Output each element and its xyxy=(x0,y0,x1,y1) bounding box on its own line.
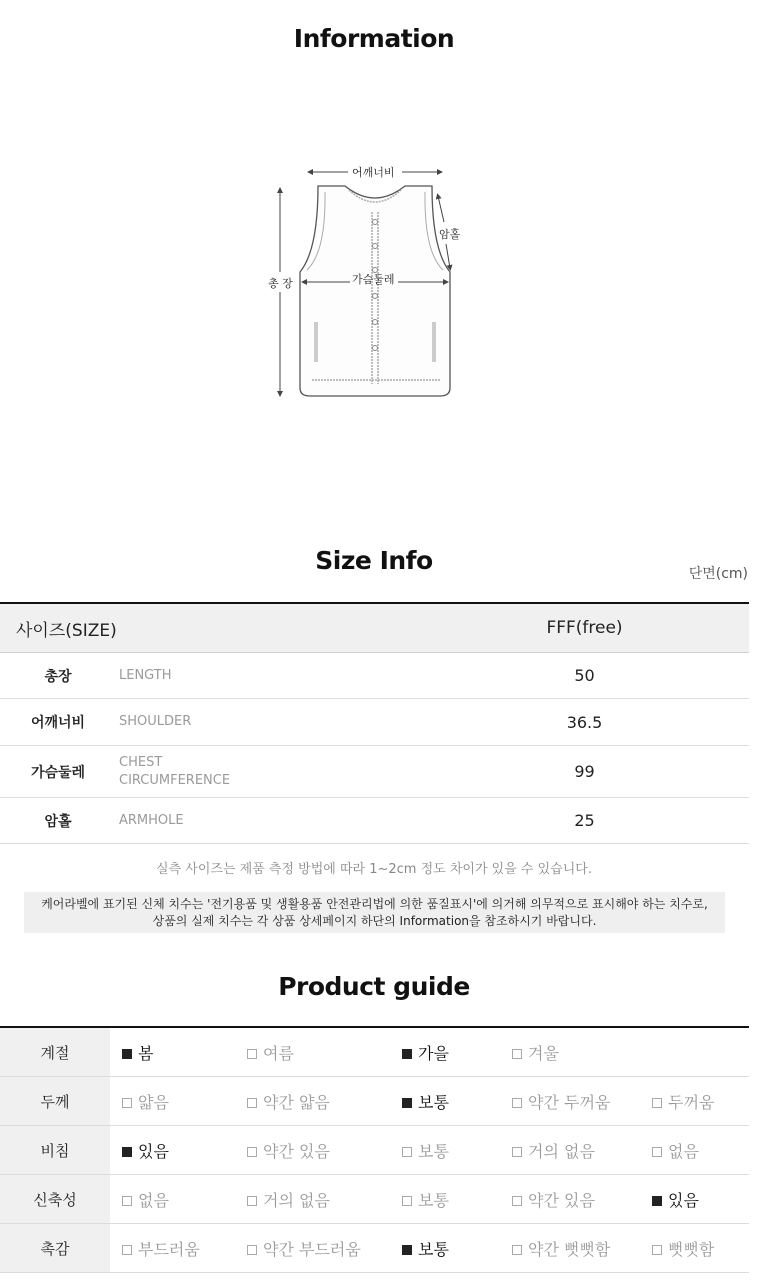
empty-square-icon xyxy=(512,1049,522,1059)
guide-option-label: 약간 부드러움 xyxy=(263,1239,361,1259)
guide-option xyxy=(390,1175,500,1224)
guide-option-label: 있음 xyxy=(668,1190,699,1210)
empty-square-icon xyxy=(652,1245,662,1255)
checked-square-icon xyxy=(402,1098,412,1108)
guide-option xyxy=(500,1027,640,1077)
guide-option xyxy=(640,1126,749,1175)
guide-option xyxy=(640,1175,749,1224)
empty-square-icon xyxy=(652,1098,662,1108)
size-row-kr: 총장 xyxy=(0,653,103,699)
size-row-kr: 가슴둘레 xyxy=(0,746,103,798)
table-row xyxy=(0,746,749,798)
table-row xyxy=(0,1224,749,1273)
checked-square-icon xyxy=(652,1196,662,1206)
guide-option-label: 뻣뻣함 xyxy=(668,1239,715,1259)
guide-option-label: 가을 xyxy=(418,1043,449,1063)
size-row-value: 50 xyxy=(420,653,749,699)
guide-option xyxy=(390,1077,500,1126)
guide-option xyxy=(500,1175,640,1224)
size-row-en: ARMHOLE xyxy=(103,798,420,844)
vest-illustration xyxy=(0,0,780,520)
guide-option xyxy=(390,1126,500,1175)
guide-option-label: 거의 없음 xyxy=(263,1190,330,1210)
guide-option-label: 여름 xyxy=(263,1043,294,1063)
table-row xyxy=(0,1077,749,1126)
size-header-label: 사이즈(SIZE) xyxy=(0,603,420,653)
measurement-note: 실측 사이즈는 제품 측정 방법에 따라 1~2cm 정도 차이가 있을 수 있습니다. xyxy=(156,862,592,877)
guide-option-label: 거의 없음 xyxy=(528,1141,595,1161)
empty-square-icon xyxy=(122,1196,132,1206)
chest-label: 가슴둘레 xyxy=(352,273,395,286)
guide-option-label: 있음 xyxy=(138,1141,169,1161)
guide-option-label: 약간 얇음 xyxy=(263,1092,330,1112)
guide-option-label: 보통 xyxy=(418,1190,449,1210)
guide-option-label: 보통 xyxy=(418,1239,449,1259)
unit-label: 단면(cm) xyxy=(688,566,748,582)
size-row-en: LENGTH xyxy=(103,653,420,699)
guide-category: 촉감 xyxy=(0,1224,110,1273)
empty-square-icon xyxy=(512,1245,522,1255)
size-table-header xyxy=(0,603,749,653)
vest-size-diagram xyxy=(0,0,780,520)
guide-category: 비침 xyxy=(0,1126,110,1175)
empty-square-icon xyxy=(247,1196,257,1206)
guide-option xyxy=(500,1224,640,1273)
guide-option xyxy=(235,1126,390,1175)
size-row-kr: 어깨너비 xyxy=(0,699,103,746)
guide-option-label: 약간 두꺼움 xyxy=(528,1092,611,1112)
empty-square-icon xyxy=(247,1098,257,1108)
guide-option-label: 없음 xyxy=(138,1190,169,1210)
length-label: 총 장 xyxy=(268,277,293,290)
empty-square-icon xyxy=(247,1049,257,1059)
empty-square-icon xyxy=(512,1098,522,1108)
size-row-value: 25 xyxy=(420,798,749,844)
table-row xyxy=(0,1126,749,1175)
guide-option-label: 보통 xyxy=(418,1141,449,1161)
notice-line-2: 상품의 실제 치수는 각 상품 상세페이지 하단의 Information을 참조하시기 바랍니다. xyxy=(152,914,597,928)
empty-square-icon xyxy=(512,1147,522,1157)
guide-option-label: 보통 xyxy=(418,1092,449,1112)
size-row-value: 36.5 xyxy=(420,699,749,746)
empty-square-icon xyxy=(122,1098,132,1108)
guide-option xyxy=(390,1224,500,1273)
guide-option xyxy=(640,1027,749,1077)
guide-option-label: 약간 있음 xyxy=(528,1190,595,1210)
guide-category: 신축성 xyxy=(0,1175,110,1224)
empty-square-icon xyxy=(402,1196,412,1206)
guide-option-label: 약간 뻣뻣함 xyxy=(528,1239,611,1259)
size-header-value: FFF(free) xyxy=(420,603,749,653)
guide-option xyxy=(110,1224,235,1273)
empty-square-icon xyxy=(402,1147,412,1157)
size-row-value: 99 xyxy=(420,746,749,798)
guide-category: 두께 xyxy=(0,1077,110,1126)
guide-option xyxy=(235,1175,390,1224)
checked-square-icon xyxy=(122,1147,132,1157)
guide-option-label: 겨울 xyxy=(528,1043,559,1063)
product-guide-title: Product guide xyxy=(278,972,470,1001)
guide-option-label: 두꺼움 xyxy=(668,1092,715,1112)
table-row xyxy=(0,1027,749,1077)
size-row-kr: 암홀 xyxy=(0,798,103,844)
table-row xyxy=(0,798,749,844)
empty-square-icon xyxy=(247,1245,257,1255)
size-row-en: CHEST CIRCUMFERENCE xyxy=(103,746,420,798)
shoulder-label: 어깨너비 xyxy=(352,166,395,179)
guide-option-label: 약간 있음 xyxy=(263,1141,330,1161)
table-row xyxy=(0,653,749,699)
guide-option xyxy=(640,1224,749,1273)
empty-square-icon xyxy=(512,1196,522,1206)
guide-option xyxy=(235,1224,390,1273)
size-table xyxy=(0,602,749,844)
checked-square-icon xyxy=(402,1245,412,1255)
size-row-en: SHOULDER xyxy=(103,699,420,746)
notice-line-1: 케어라벨에 표기된 신체 치수는 '전기용품 및 생활용품 안전관리법에 의한 품질표시'에 의거해 의무적으로 표시해야 하는 치수로, xyxy=(41,897,708,911)
table-row xyxy=(0,699,749,746)
checked-square-icon xyxy=(122,1049,132,1059)
care-label-notice xyxy=(24,892,725,933)
guide-option xyxy=(235,1077,390,1126)
information-title: Information xyxy=(293,24,455,53)
size-info-title: Size Info xyxy=(315,546,433,575)
guide-category: 계절 xyxy=(0,1027,110,1077)
guide-option xyxy=(110,1077,235,1126)
checked-square-icon xyxy=(402,1049,412,1059)
guide-option xyxy=(110,1175,235,1224)
guide-option xyxy=(500,1126,640,1175)
guide-option xyxy=(110,1027,235,1077)
guide-option-label: 없음 xyxy=(668,1141,699,1161)
guide-option-label: 얇음 xyxy=(138,1092,169,1112)
guide-option-label: 부드러움 xyxy=(138,1239,200,1259)
guide-option xyxy=(235,1027,390,1077)
empty-square-icon xyxy=(122,1245,132,1255)
guide-option xyxy=(640,1077,749,1126)
empty-square-icon xyxy=(247,1147,257,1157)
guide-option-label: 봄 xyxy=(138,1043,154,1063)
armhole-label: 암홀 xyxy=(439,228,461,241)
empty-square-icon xyxy=(652,1147,662,1157)
product-guide-table xyxy=(0,1026,749,1273)
guide-option xyxy=(390,1027,500,1077)
table-row xyxy=(0,1175,749,1224)
guide-option xyxy=(500,1077,640,1126)
guide-option xyxy=(110,1126,235,1175)
